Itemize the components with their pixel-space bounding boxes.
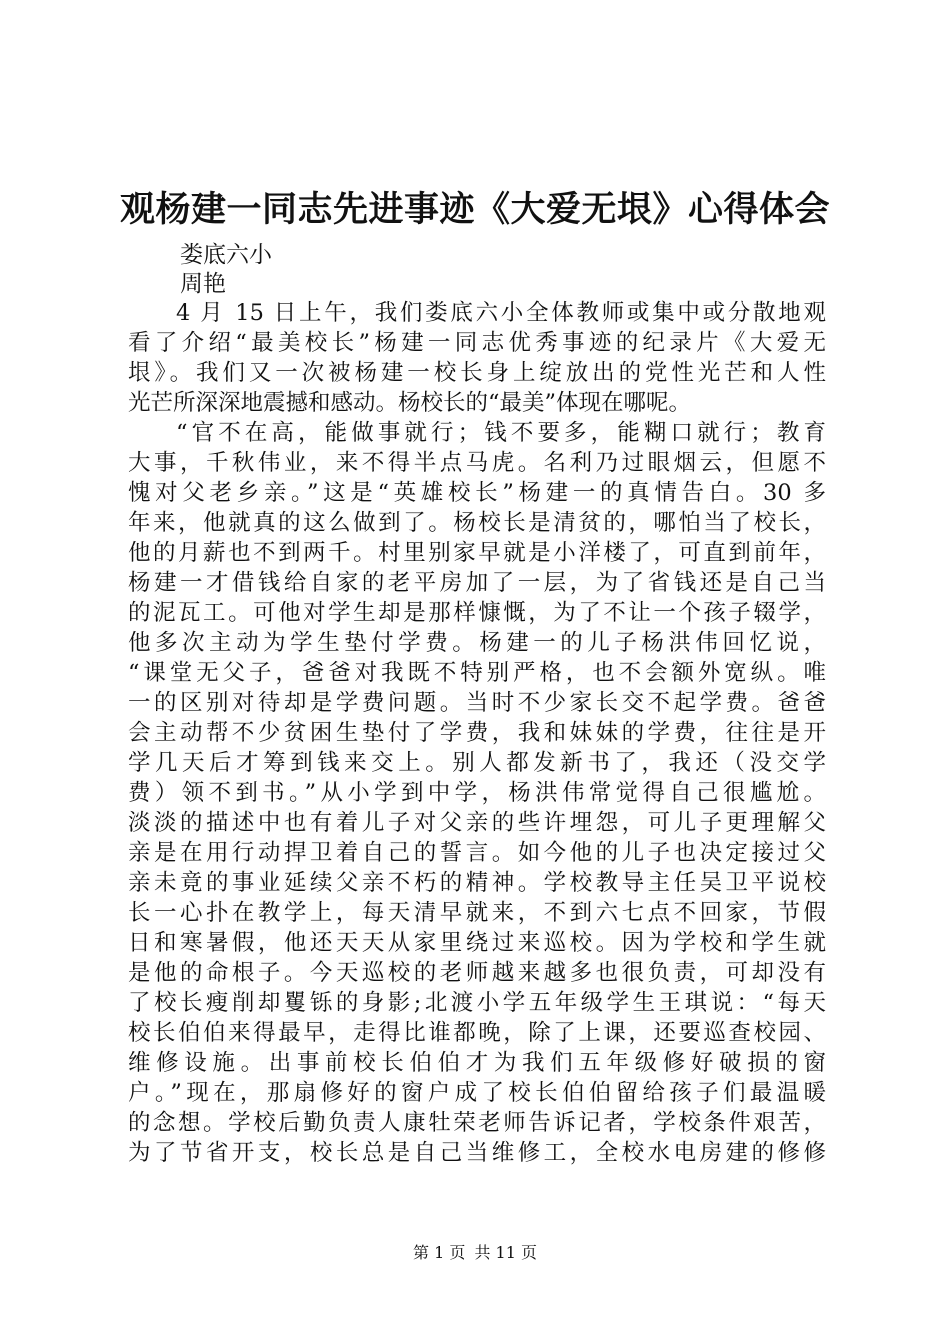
paragraph-line: 愧对父老乡亲。”这是“英雄校长”杨建一的真情告白。30 多	[128, 480, 826, 506]
document-title: 观杨建一同志先进事迹《大爱无垠》心得体会	[119, 189, 830, 230]
paragraph-line: 垠》。我们又一次被杨建一校长身上绽放出的党性光芒和人性	[128, 360, 826, 386]
paragraph-line: 他多次主动为学生垫付学费。杨建一的儿子杨洪伟回忆说，	[128, 630, 826, 656]
paragraph-line: 了校长瘦削却矍铄的身影;北渡小学五年级学生王琪说：“每天	[128, 990, 826, 1016]
paragraph-line: 的念想。学校后勤负责人康牡荣老师告诉记者，学校条件艰苦，	[128, 1110, 826, 1136]
paragraph-line: 光芒所深深地震撼和感动。杨校长的“最美”体现在哪呢。	[128, 390, 692, 416]
paragraph-line: 为了节省开支，校长总是自己当维修工，全校水电房建的修修	[128, 1140, 826, 1166]
paragraph-line: 长一心扑在教学上，每天清早就来，不到六七点不回家，节假	[128, 900, 826, 926]
paragraph-line: 他的月薪也不到两千。村里别家早就是小洋楼了，可直到前年，	[128, 540, 826, 566]
paragraph-line: 的泥瓦工。可他对学生却是那样慷慨，为了不让一个孩子辍学，	[128, 600, 826, 626]
paragraph-line: 校长伯伯来得最早，走得比谁都晚，除了上课，还要巡查校园、	[128, 1020, 826, 1046]
paragraph-line: 会主动帮不少贫困生垫付了学费，我和妹妹的学费，往往是开	[128, 720, 826, 746]
paragraph-line: 户。”现在，那扇修好的窗户成了校长伯伯留给孩子们最温暖	[128, 1080, 826, 1106]
paragraph-line: 维修设施。出事前校长伯伯才为我们五年级修好破损的窗	[128, 1050, 826, 1076]
paragraph-line: 年来，他就真的这么做到了。杨校长是清贫的，哪怕当了校长，	[128, 510, 826, 536]
paragraph-line: “课堂无父子，爸爸对我既不特别严格，也不会额外宽纵。唯	[128, 660, 826, 686]
page-number: 第 1 页	[413, 1243, 466, 1262]
page-total: 共 11 页	[474, 1243, 537, 1262]
paragraph-line: 杨建一才借钱给自家的老平房加了一层，为了省钱还是自己当	[128, 570, 826, 596]
paragraph-line: “官不在高，能做事就行；钱不要多，能糊口就行；教育	[176, 420, 826, 446]
paragraph-line: 是他的命根子。今天巡校的老师越来越多也很负责，可却没有	[128, 960, 826, 986]
paragraph-line: 一的区别对待却是学费问题。当时不少家长交不起学费。爸爸	[128, 690, 826, 716]
paragraph-line: 学几天后才筹到钱来交上。别人都发新书了，我还（没交学	[128, 750, 826, 776]
author-name: 周艳	[180, 271, 226, 297]
document-body	[128, 298, 826, 1168]
paragraph-line: 大事，千秋伟业，来不得半点马虎。名利乃过眼烟云，但愿不	[128, 450, 826, 476]
school-name: 娄底六小	[180, 242, 272, 268]
paragraph-line: 4 月 15 日上午，我们娄底六小全体教师或集中或分散地观	[176, 300, 826, 326]
paragraph-line: 看了介绍“最美校长”杨建一同志优秀事迹的纪录片《大爱无	[128, 330, 826, 356]
paragraph-line: 日和寒暑假，他还天天从家里绕过来巡校。因为学校和学生就	[128, 930, 826, 956]
page-footer	[0, 1243, 950, 1263]
paragraph-line: 亲是在用行动捍卫着自己的誓言。如今他的儿子也决定接过父	[128, 840, 826, 866]
paragraph-line: 淡淡的描述中也有着儿子对父亲的些许埋怨，可儿子更理解父	[128, 810, 826, 836]
paragraph-line: 费）领不到书。”从小学到中学，杨洪伟常觉得自己很尴尬。	[128, 780, 826, 806]
paragraph-line: 亲未竟的事业延续父亲不朽的精神。学校教导主任吴卫平说校	[128, 870, 826, 896]
